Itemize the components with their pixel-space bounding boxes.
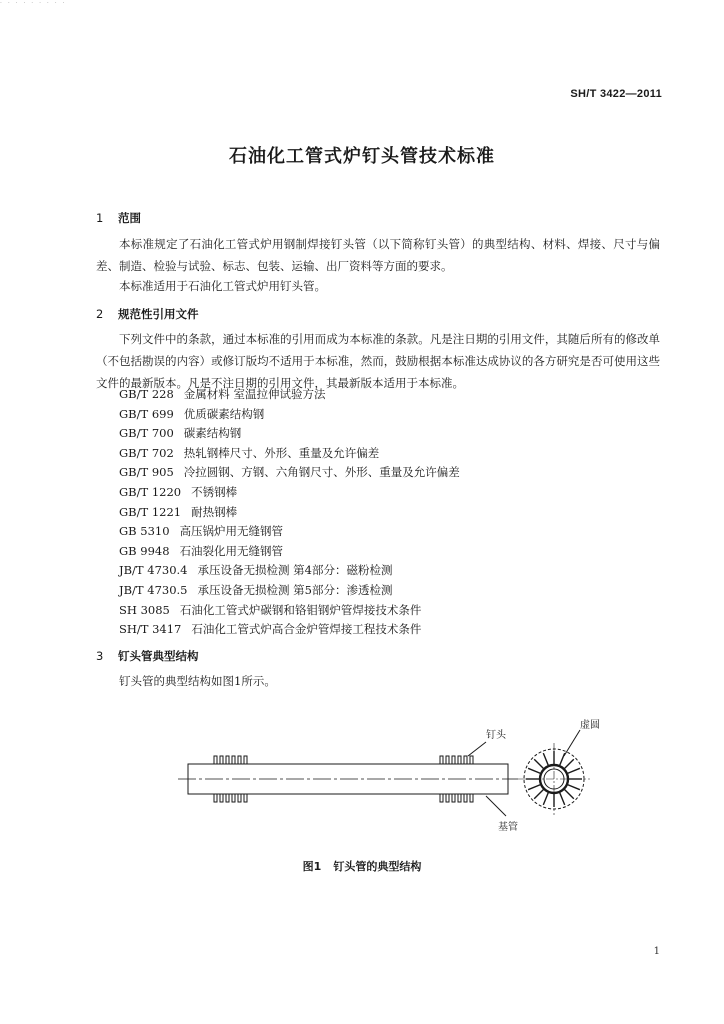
reference-code: JB/T 4730.4 [119,563,188,578]
reference-item [119,504,460,524]
reference-name: 热轧钢棒尺寸、外形、重量及允许偏差 [183,445,380,460]
section-2-heading [96,306,199,322]
dashed-circle-leader-line [564,730,580,756]
stud-group-top-left [214,756,247,764]
stud-group-top-right [440,756,473,764]
reference-code: SH 3085 [119,602,170,617]
reference-code: GB 9948 [119,543,170,558]
reference-code: JB/T 4730.5 [119,582,188,597]
reference-name: 承压设备无损检测 第5部分：渗透检测 [197,582,393,597]
section-2-paragraph-1: 下列文件中的条款，通过本标准的引用而成为本标准的条款。凡是注日期的引用文件，其随后所有的修改单（不包括勘误的内容）或修订版均不适用于本标准，然而，鼓励根据本标准达成协议的各方研究是否可使用这些文件的最新版本。凡是不注日期的引用文件，其最新版本适用于本标准。 [96,332,660,390]
reference-name: 石油化工管式炉碳钢和铬钼钢炉管焊接技术条件 [179,602,422,617]
reference-code: GB/T 702 [119,445,174,460]
document-title: 石油化工管式炉钉头管技术标准 [229,146,495,167]
section-title: 钉头管典型结构 [118,649,199,663]
stud-label: 钉头 [486,730,506,741]
reference-code: GB/T 1221 [119,504,182,519]
reference-item [119,445,460,465]
section-number: 1 [96,211,104,225]
reference-name: 高压锅炉用无缝钢管 [179,524,284,539]
standard-code: SH/T 3422—2011 [570,88,662,100]
scan-artifact: · · · · · · · · · [0,0,67,7]
reference-name: 不锈钢棒 [191,484,238,499]
section-title: 范围 [118,211,141,225]
figure-caption [0,858,724,874]
dashed-circle-label: 虚圆 [580,720,600,731]
stud-leader-line [468,742,486,756]
reference-name: 优质碳素结构钢 [183,406,265,421]
reference-name: 金属材料 室温拉伸试验方法 [183,387,326,401]
section-1-heading [96,210,141,226]
section-1-paragraph-1: 本标准规定了石油化工管式炉用钢制焊接钉头管（以下简称钉头管）的典型结构、材料、焊接、尺寸与偏差、制造、检验与试验、标志、包装、运输、出厂资料等方面的要求。 [96,237,660,273]
reference-list [119,386,460,641]
reference-item [119,386,460,406]
reference-item [119,582,460,602]
stud-group-bottom-right [440,794,473,802]
reference-code: SH/T 3417 [119,622,182,637]
reference-item [119,406,460,426]
section-number: 3 [96,649,104,663]
reference-name: 碳素结构钢 [183,426,242,441]
reference-name: 冷拉圆钢、方钢、六角钢尺寸、外形、重量及允许偏差 [183,465,460,480]
section-number: 2 [96,307,104,321]
reference-name: 石油化工管式炉高合金炉管焊接工程技术条件 [191,622,422,637]
reference-code: GB 5310 [119,524,170,539]
studded-tube-figure [168,716,628,846]
reference-name: 耐热钢棒 [191,504,238,519]
reference-item [119,484,460,504]
reference-item [119,425,460,445]
section-3-heading [96,648,199,664]
reference-item [119,602,460,622]
section-title: 规范性引用文件 [118,307,199,321]
reference-name: 承压设备无损检测 第4部分：磁粉检测 [197,563,393,578]
reference-item [119,523,460,543]
base-tube-leader-line [486,796,506,816]
reference-item [119,464,460,484]
reference-item [119,562,460,582]
reference-item [119,621,460,641]
figure-number: 图1 [302,860,322,873]
reference-item [119,543,460,563]
reference-name: 石油裂化用无缝钢管 [179,543,284,558]
reference-code: GB/T 905 [119,465,174,480]
reference-code: GB/T 699 [119,406,174,421]
reference-code: GB/T 228 [119,387,174,401]
reference-code: GB/T 700 [119,426,174,441]
base-tube-label: 基管 [498,822,518,833]
section-1-paragraph-2: 本标准适用于石油化工管式炉用钉头管。 [119,279,326,293]
reference-code: GB/T 1220 [119,484,182,499]
cross-section-drawing [518,743,590,815]
figure-caption-text: 钉头管的典型结构 [333,860,422,873]
section-3-paragraph-1: 钉头管的典型结构如图1所示。 [119,674,276,688]
page-number: 1 [653,946,660,957]
stud-group-bottom-left [214,794,247,802]
